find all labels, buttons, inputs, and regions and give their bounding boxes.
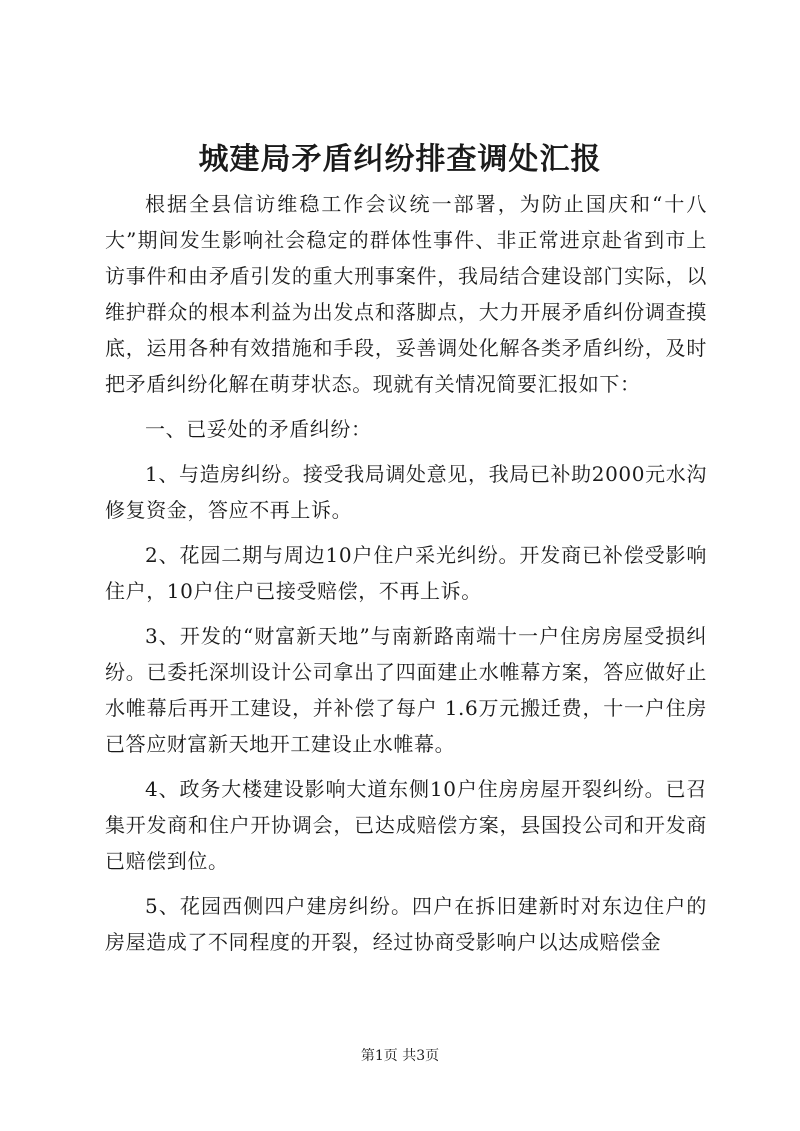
document-title: 城建局矛盾纠纷排查调处汇报 bbox=[198, 142, 602, 177]
paragraph-item-4: 4、政务大楼建设影响大道东侧10户住房房屋开裂纠纷。已召集开发商和住户开协调会，已达成赔偿方案，县国投公司和开发商已赔偿到位。 bbox=[105, 777, 707, 873]
paragraph-item-2: 2、花园二期与周边10户住户采光纠纷。开发商已补偿受影响住户，10户住户已接受赔偿，不再上诉。 bbox=[105, 543, 707, 603]
document-body bbox=[105, 186, 707, 969]
section-heading: 一、已妥处的矛盾纠纷： bbox=[145, 417, 372, 441]
paragraph-intro: 根据全县信访维稳工作会议统一部署，为防止国庆和“十八大”期间发生影响社会稳定的群体性事件、非正常进京赴省到市上访事件和由矛盾引发的重大刑事案件，我局结合建设部门实际，以维护群众的根本利益为出发点和落脚点，大力开展矛盾纠份调查摸底，运用各种有效措施和手段，妥善调处化解各类矛盾纠纷，及时把矛盾纠纷化解在萌芽状态。现就有关情况简要汇报如下： bbox=[105, 192, 707, 396]
page-footer: 第1页 共3页 bbox=[360, 1048, 440, 1064]
paragraph-item-1: 1、与造房纠纷。接受我局调处意见，我局已补助2000元水沟修复资金，答应不再上诉。 bbox=[105, 462, 707, 522]
paragraph-item-3: 3、开发的“财富新天地”与南新路南端十一户住房房屋受损纠纷。已委托深圳设计公司拿出了四面建止水帷幕方案，答应做好止水帷幕后再开工建设，并补偿了每户 1.6万元搬迁费，十一户住房已答应财富新天地开工建设止水帷幕。 bbox=[105, 624, 707, 756]
paragraph-item-5: 5、花园西侧四户建房纠纷。四户在拆旧建新时对东边住户的房屋造成了不同程度的开裂，经过协商受影响户以达成赔偿金 bbox=[105, 894, 707, 954]
